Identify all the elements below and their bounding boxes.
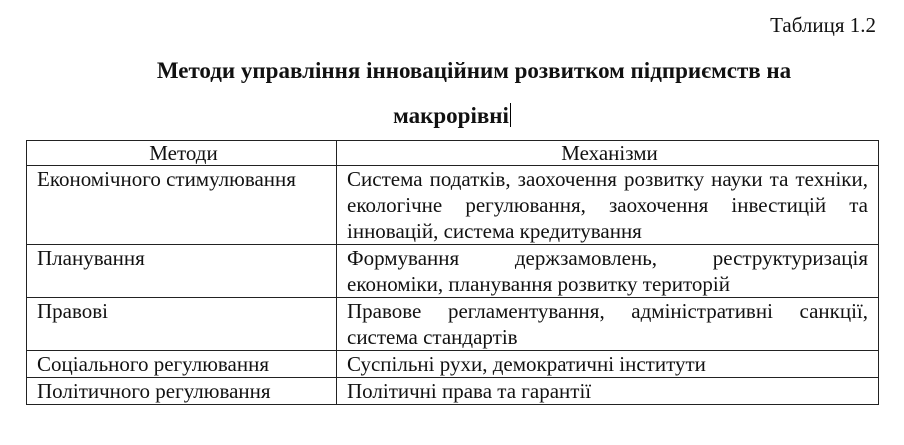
table-row (27, 245, 879, 298)
table-row (27, 351, 879, 378)
table-row (27, 166, 879, 245)
table-row (27, 378, 879, 405)
table-title-line-2-text: макрорівні (393, 103, 509, 128)
mechanism-cell: Система податків, заохочення розвитку науки та техніки, екологічне регулювання, заохочення інвестицій та інновацій, система кредитування (337, 166, 879, 245)
header-mechanisms: Механізми (337, 141, 879, 166)
method-cell: Планування (27, 245, 337, 298)
table-title-line-1: Методи управління інноваційним розвитком підприємств на (156, 58, 792, 83)
method-cell: Соціального регулювання (27, 351, 337, 378)
method-cell: Політичного регулювання (27, 378, 337, 405)
table-header-row (27, 141, 879, 166)
header-methods: Методи (27, 141, 337, 166)
table-title-line-2 (0, 101, 904, 131)
methods-table (26, 140, 879, 405)
mechanism-cell: Правове регламентування, адміністративні санкції, система стандартів (337, 298, 879, 351)
table-row (27, 298, 879, 351)
table-number: Таблиця 1.2 (770, 13, 876, 37)
method-cell: Економічного стимулювання (27, 166, 337, 245)
mechanism-cell: Формування держзамовлень, реструктуризація економіки, планування розвитку територій (337, 245, 879, 298)
text-cursor (510, 103, 511, 127)
mechanism-cell: Суспільні рухи, демократичні інститути (337, 351, 879, 378)
method-cell: Правові (27, 298, 337, 351)
mechanism-cell: Політичні права та гарантії (337, 378, 879, 405)
